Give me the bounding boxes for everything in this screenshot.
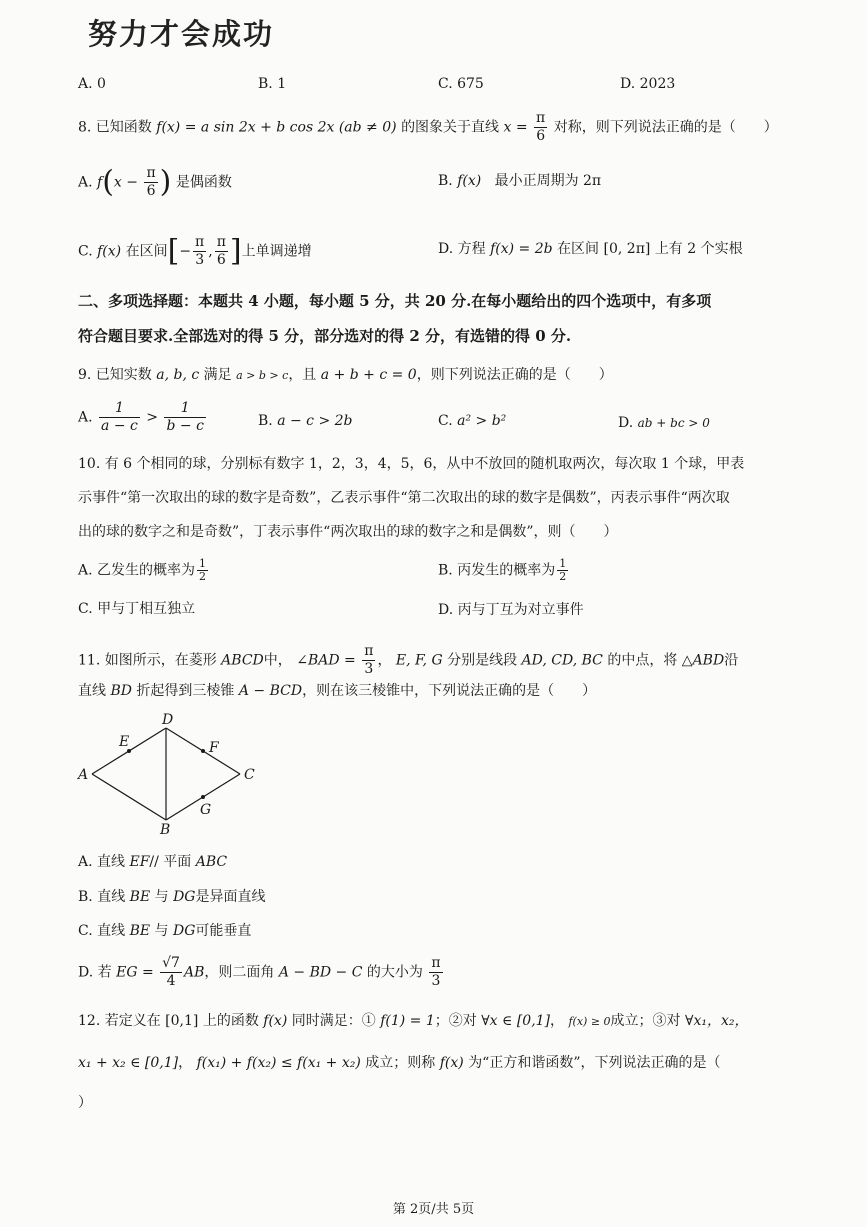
q7-option-c: C. 675 [438, 76, 484, 92]
frac-num: π [195, 234, 205, 250]
q9-option-c [438, 412, 506, 430]
q11-text2: 折起得到三棱锥 [136, 683, 235, 699]
q10-option-c: C. 甲与丁相互独立 [78, 601, 196, 617]
option-text: 在区间 [557, 241, 600, 257]
option-text2: 上有 2 个实根 [654, 241, 743, 257]
q8-c-fraction-b [215, 234, 228, 269]
q11-text3: ，则在该三棱锥中，下列说法正确的是（ ） [302, 683, 597, 699]
q12-line2 [78, 1054, 721, 1072]
segment-ab: AB [183, 964, 205, 981]
q11-option-c [78, 922, 251, 940]
frac-num: π [431, 955, 441, 971]
q8-a-fraction [144, 165, 157, 200]
option-math: ab + bc > 0 [637, 416, 710, 430]
frac-num: π [536, 110, 546, 126]
line-dg: DG [173, 889, 196, 905]
q8-function: f(x) = a sin 2x + b cos 2x (ab ≠ 0) [156, 119, 397, 136]
q8-option-b [438, 172, 601, 190]
q12-cond2: f(x) ≥ 0 [568, 1015, 611, 1028]
q11-stem-line2 [78, 682, 596, 700]
q12-sum-range: x₁ + x₂ ∈ [0,1] [78, 1055, 179, 1071]
q11-d-frac [160, 955, 182, 990]
gt-sign: > [146, 409, 159, 426]
function-arg: x − [113, 174, 138, 191]
q11-option-b [78, 888, 266, 906]
option-label: A. [78, 174, 93, 191]
option-math: a − c > 2b [277, 413, 353, 429]
q10-line1: 10. 有 6 个相同的球，分别标有数字 1，2，3，4，5，6，从中不放回的随机取两次，每次取 1 个球，甲表 [78, 456, 745, 472]
q9-option-d [618, 414, 710, 432]
dihedral: A − BD − C [278, 964, 363, 981]
option-text: D. 若 [78, 964, 112, 981]
q12-text5: 成立；③对 [610, 1013, 681, 1029]
q12-cond1: f(1) = 1 [380, 1013, 435, 1029]
q10-line2: 示事件“第一次取出的球的数字是奇数”，乙表示事件“第二次取出的球的数字是偶数”，丙表示事件“两次取 [78, 490, 730, 506]
q11-pyramid: A − BCD [238, 683, 303, 699]
option-text: A. 直线 [78, 854, 126, 870]
q9-a-frac1 [99, 400, 140, 435]
q12-text4: ；②对 [434, 1013, 477, 1029]
q11-frac [362, 643, 375, 678]
frac-den: 3 [195, 252, 205, 268]
point-f [201, 749, 205, 753]
option-text3: 的大小为 [366, 964, 423, 981]
option-text3: 是异面直线 [195, 889, 266, 905]
option-text: A. 乙发生的概率为 [78, 562, 196, 579]
function-expr: f(x) [97, 243, 122, 260]
option-text2: 与 [154, 889, 169, 905]
q12-line3: ） [78, 1095, 92, 1111]
option-text2: 上单调递增 [241, 243, 312, 260]
q11-triangle: △ABD [681, 652, 725, 669]
eg-eq: EG = [116, 964, 154, 981]
q11-stem-line1 [78, 643, 738, 678]
q8-stem [78, 110, 778, 145]
q12-comma: ， [550, 1013, 565, 1029]
option-text2: // 平面 [149, 854, 192, 870]
option-text: 是偶函数 [175, 174, 232, 191]
frac-num: 1 [164, 400, 205, 418]
q12-line1 [78, 1012, 748, 1031]
frac-num: 1 [199, 557, 207, 570]
option-text2: 与 [154, 923, 169, 939]
q12-interval: [0,1] [165, 1013, 199, 1029]
q8-stem-text2: 的图象关于直线 [401, 119, 500, 136]
q11-text: 直线 [78, 683, 106, 699]
q11-option-a [78, 853, 227, 871]
q11-option-d [78, 955, 445, 990]
q9-vars: a, b, c [156, 367, 200, 383]
label-f: F [209, 740, 219, 756]
frac-den: 2 [559, 570, 567, 583]
q8-fraction [534, 110, 547, 145]
frac-num: π [216, 234, 226, 250]
q12-text: 12. 若定义在 [78, 1013, 161, 1029]
option-label: D. 方程 [438, 241, 486, 257]
q10-option-d: D. 丙与丁互为对立事件 [438, 602, 584, 618]
option-text3: 可能垂直 [195, 923, 252, 939]
frac-den: 3 [364, 661, 374, 677]
line-dg: DG [173, 923, 196, 939]
q12-text3: 同时满足：① [291, 1013, 376, 1029]
q11-text2: 中， [263, 652, 292, 669]
page-number: 第 2页/共 5页 [392, 1202, 475, 1217]
label-a: A [78, 767, 89, 783]
q9-condition: a > b > c [236, 369, 289, 382]
q8-stem-text3: 对称，则下列说法正确的是（ ） [553, 119, 778, 136]
q12-text2: 为“正方和谐函数”，下列说法正确的是（ [468, 1055, 721, 1071]
frac-den: b − c [166, 418, 204, 434]
option-label: D. [618, 415, 634, 431]
q9-sum: a + b + c = 0 [320, 367, 417, 383]
option-label: B. [258, 413, 273, 429]
option-label: A. [78, 409, 93, 426]
q12-comma: ， [178, 1055, 193, 1071]
q9-stem [78, 366, 613, 385]
q12-forall: ∀x ∈ [0,1] [481, 1013, 551, 1029]
q8-option-c: C. f(x) 在区间[− $\frac{\pi}{3}$ , $\frac{\pi}{6}$ ]上单调递增 [78, 233, 312, 269]
label-b: B [160, 822, 171, 838]
option-math: a² > b² [457, 413, 507, 429]
q12-text: 成立；则称 [365, 1055, 436, 1071]
q12-inequality: f(x₁) + f(x₂) ≤ f(x₁ + x₂) [196, 1055, 361, 1071]
q9-option-a [78, 400, 208, 435]
q10-option-b [438, 558, 570, 583]
q11-line-bd: BD [110, 683, 132, 699]
q10-a-frac [197, 558, 208, 583]
rhombus-figure [70, 710, 280, 844]
option-text: 在区间 [125, 243, 168, 260]
frac-den: 3 [431, 973, 441, 989]
q12-text2: 上的函数 [202, 1013, 259, 1029]
plane-abc: ABC [195, 854, 228, 870]
q10-option-a [78, 558, 210, 583]
banner-title: 努力才会成功 [88, 17, 275, 51]
option-text: B. 丙发生的概率为 [438, 562, 556, 579]
option-text2: ，则二面角 [204, 964, 275, 981]
q12-fx: f(x) [263, 1013, 288, 1029]
label-g: G [200, 802, 212, 818]
q8-c-fraction-a [193, 234, 206, 269]
q12-fx: f(x) [439, 1055, 464, 1071]
q8-option-d [438, 240, 743, 258]
function-expr: f(x) [457, 173, 482, 189]
frac-den: 2 [199, 570, 207, 583]
q11-text4: 的中点，将 [607, 652, 678, 669]
q9-text4: ，则下列说法正确的是（ ） [416, 367, 613, 383]
q7-option-a: A. 0 [78, 76, 106, 92]
frac-den: 6 [536, 128, 546, 144]
equation: f(x) = 2b [490, 241, 553, 257]
frac-den: 6 [146, 183, 156, 199]
frac-den: a − c [101, 418, 138, 434]
section-2-line2: 符合题目要求.全部选对的得 5 分，部分选对的得 2 分，有选错的得 0 分. [78, 327, 572, 345]
frac-den: 4 [166, 973, 176, 989]
frac-num: π [364, 643, 374, 659]
option-label: B. [438, 173, 453, 189]
q11-segments: AD, CD, BC [521, 652, 603, 669]
frac-num: 1 [559, 557, 567, 570]
q9-a-frac2 [164, 400, 205, 435]
q9-option-b [258, 412, 353, 430]
line-be: BE [129, 923, 151, 939]
frac-num: √7 [162, 955, 180, 971]
q11-text3: 分别是线段 [447, 652, 518, 669]
option-label: C. [78, 243, 93, 260]
q7-option-b: B. 1 [258, 76, 287, 92]
function-name: f [97, 174, 103, 191]
q11-text5: 沿 [724, 652, 739, 669]
q10-b-frac [557, 558, 568, 583]
q8-stem-text: 8. 已知函数 [78, 119, 152, 136]
q11-text: 11. 如图所示，在菱形 [78, 652, 217, 669]
q7-option-d: D. 2023 [620, 76, 676, 92]
q10-line3: 出的球的数字之和是奇数”，丁表示事件“两次取出的球的数字之和是偶数”，则（ ） [78, 524, 618, 540]
line-be: BE [129, 889, 151, 905]
interval: [0, 2π] [603, 241, 651, 257]
q8-option-a: A. f(x − $\frac{\pi}{6}$ ) 是偶函数 [78, 164, 232, 200]
point-g [201, 795, 205, 799]
option-label: C. [438, 413, 453, 429]
label-d: D [162, 712, 174, 728]
frac-num: 1 [99, 400, 140, 418]
q9-text3: ，且 [288, 367, 317, 383]
q11-points: E, F, G [395, 652, 443, 669]
q11-comma: ， [377, 652, 392, 669]
rhombus-svg [70, 710, 280, 840]
edge-ba [92, 774, 166, 820]
q9-text: 9. 已知实数 [78, 367, 152, 383]
q12-forall2: ∀x₁，x₂， [685, 1013, 749, 1029]
option-text: C. 直线 [78, 923, 126, 939]
section-2-line1: 二、多项选择题：本题共 4 小题，每小题 5 分，共 20 分.在每小题给出的四个选项中，有多项 [78, 292, 712, 310]
q11-d-frac2 [429, 955, 442, 990]
q11-shape: ABCD [221, 652, 264, 669]
q11-angle: ∠BAD = [296, 652, 356, 669]
label-c: C [244, 767, 255, 783]
frac-den: 6 [216, 252, 226, 268]
option-text: 最小正周期为 2π [494, 173, 602, 189]
option-text: B. 直线 [78, 889, 126, 905]
frac-num: π [146, 165, 156, 181]
label-e: E [119, 734, 130, 750]
q9-text2: 满足 [203, 367, 232, 383]
line-ef: EF [129, 854, 150, 870]
q8-line-eq: x = [503, 119, 528, 136]
